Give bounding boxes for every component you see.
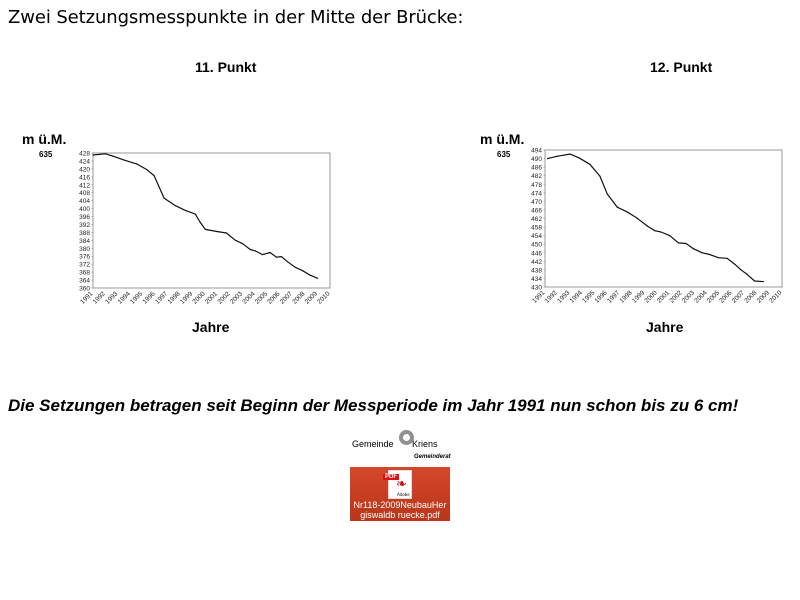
adobe-acrobat-icon: ❧ (396, 477, 407, 492)
chart-1-y-tick: 412 (79, 182, 90, 190)
chart-2-y-tick: 470 (531, 198, 542, 206)
chart-2-data-point (669, 235, 670, 236)
chart-1-y-tick: 428 (79, 150, 90, 158)
chart-2-frame (545, 150, 782, 287)
chart-1-y-tick: 360 (79, 285, 90, 293)
chart-2-y-tick: 454 (531, 233, 542, 241)
chart-1-y-tick: 388 (79, 229, 90, 237)
chart-2-y-tick: 490 (531, 156, 542, 164)
chart-2-data-point (685, 243, 686, 244)
chart-2-y-tick: 442 (531, 258, 542, 266)
chart-2-data-point (599, 176, 600, 177)
pdf-filename: Nr118-2009NeubauHergiswaldb ruecke.pdf (353, 500, 447, 520)
chart-1-x-tick: 2004 (241, 290, 257, 306)
chart-2-x-tick: 2005 (705, 289, 722, 305)
chart-2-data-point (547, 158, 548, 159)
chart-2-data-point (628, 212, 629, 213)
chart-2-x-tick: 2002 (668, 289, 684, 305)
chart-2-data-point (740, 269, 741, 270)
chart-2-y-tick: 474 (531, 190, 542, 198)
chart-1-x-tick: 1999 (179, 290, 195, 306)
chart-2-x-tick: 1994 (568, 289, 584, 305)
chart-2-data-point (557, 156, 558, 157)
chart-2-data-point (702, 252, 703, 253)
chart-2-y-tick: 466 (531, 207, 542, 215)
chart-2-y-tick: 462 (531, 216, 542, 223)
chart-1-y-tick: 392 (79, 221, 90, 229)
chart-1-x-tick: 2001 (203, 290, 220, 306)
chart-2-data-point (727, 258, 728, 259)
chart-1-x-tick: 2007 (278, 290, 294, 306)
chart-1-x-tick: 2009 (303, 290, 319, 306)
chart-1-y-tick: 368 (79, 269, 90, 277)
chart-2-y-tick: 478 (531, 181, 542, 189)
chart-2-data-point (647, 225, 648, 226)
chart-1-x-tick: 1996 (141, 290, 157, 306)
chart-2-y-tick: 446 (531, 250, 542, 258)
chart-1-y-tick: 416 (79, 174, 90, 182)
chart-1-y-tick: 424 (79, 158, 90, 166)
chart-2-x-tick: 2004 (693, 289, 709, 305)
chart-1-x-tick: 2000 (191, 290, 207, 306)
chart-2-data-point (754, 280, 755, 281)
chart-1-y-tick: 384 (79, 237, 90, 245)
chart-2-y-tick: 450 (531, 241, 542, 249)
chart-2-data-point (660, 231, 661, 232)
chart-1-y-tick: 380 (79, 245, 90, 253)
chart-2-x-tick: 2003 (680, 289, 697, 305)
chart-2-data-point (578, 157, 579, 158)
chart-2-x-tick: 1997 (606, 289, 622, 305)
chart-1-y-tick: 372 (79, 261, 90, 269)
logo-word-kriens: Kriens (412, 439, 438, 449)
chart-1-x-tick: 2008 (291, 290, 307, 306)
chart-2-y-tick: 434 (531, 275, 542, 283)
chart-1-y-tick: 420 (79, 166, 90, 174)
chart-1-x-tick: 1991 (79, 290, 95, 306)
chart-2-data-point (747, 274, 748, 275)
chart-2-data-point (569, 154, 570, 155)
chart-2-data-point (617, 207, 618, 208)
logo-subtitle: Gemeinderat (414, 454, 451, 460)
chart-1-x-tick: 2002 (216, 290, 232, 306)
chart-2-title: 12. Punkt (650, 59, 713, 75)
chart-1-x-label: Jahre (192, 319, 230, 335)
pdf-file-icon (385, 470, 412, 499)
chart-1-x-tick: 1993 (104, 290, 120, 306)
chart-2-data-point (678, 242, 679, 243)
chart-2-x-tick: 1996 (593, 289, 609, 305)
chart-2-data-point (763, 281, 764, 282)
chart-2-data-point (589, 164, 590, 165)
conclusion-text: Die Setzungen betragen seit Beginn der Messperiode im Jahr 1991 nun schon bis zu 6 cm! (8, 396, 739, 415)
chart-1-y-tick: 364 (79, 277, 90, 285)
chart-2-x-tick: 1991 (531, 289, 547, 305)
chart-2-x-tick: 2009 (755, 289, 771, 305)
chart-2-data-point (693, 248, 694, 249)
chart-2-series-line (548, 154, 764, 282)
chart-2-x-tick: 1998 (618, 289, 634, 305)
chart-2-x-label: Jahre (646, 319, 684, 335)
pdf-attachment[interactable] (350, 467, 450, 521)
chart-1-y-tick: 404 (79, 198, 90, 206)
chart-2-data-point (637, 218, 638, 219)
chart-1-x-tick: 1994 (116, 290, 132, 306)
chart-2-y-tick: 430 (531, 284, 542, 292)
chart-2-y-unit: m ü.M. (480, 131, 525, 147)
chart-2-data-point (654, 230, 655, 231)
chart-1-y-tick: 376 (79, 253, 90, 261)
chart-2-x-tick: 2007 (730, 289, 746, 305)
chart-2-x-tick: 2006 (718, 289, 734, 305)
chart-1-title: 11. Punkt (195, 59, 257, 75)
logo-word-gemeinde: Gemeinde (352, 439, 394, 449)
chart-2-y-tick: 494 (531, 147, 542, 155)
chart-1-y-unit: m ü.M. (22, 131, 67, 147)
chart-2-x-tick: 1993 (556, 289, 572, 305)
chart-1-x-tick: 2006 (266, 290, 282, 306)
chart-1-x-tick: 1995 (129, 290, 145, 306)
chart-1-y-reference: 635 (39, 150, 53, 159)
chart-2-data-point (607, 194, 608, 195)
chart-1-x-tick: 1998 (166, 290, 182, 306)
chart-2-data-point (718, 257, 719, 258)
chart-2-x-tick: 1992 (543, 289, 559, 305)
chart-2-x-tick: 2010 (768, 289, 784, 305)
chart-2-data-point (709, 254, 710, 255)
chart-2-x-tick: 2008 (743, 289, 759, 305)
page-heading: Zwei Setzungsmesspunkte in der Mitte der Brücke: (8, 7, 464, 28)
chart-2-x-tick: 1999 (631, 289, 647, 305)
chart-2-y-tick: 482 (531, 173, 542, 181)
chart-2-x-tick: 2001 (655, 289, 672, 305)
chart-2-y-reference: 635 (497, 150, 511, 159)
chart-2-y-tick: 458 (531, 224, 542, 232)
chart-2-data-point (734, 264, 735, 265)
chart-1-x-tick: 1997 (154, 290, 170, 306)
chart-2-x-tick: 1995 (581, 289, 597, 305)
adobe-brand-label: Adobe (397, 492, 410, 497)
chart-1-y-tick: 408 (79, 190, 90, 198)
chart-1-x-tick: 2010 (316, 290, 332, 306)
chart-2-x-tick: 2000 (643, 289, 659, 305)
chart-1-x-tick: 1992 (91, 290, 107, 306)
chart-1-x-tick: 2005 (253, 290, 270, 306)
kriens-logo (350, 426, 450, 466)
chart-2-y-tick: 438 (531, 267, 542, 275)
chart-2-y-tick: 486 (531, 164, 542, 172)
pdf-badge: PDF (385, 474, 397, 480)
chart-1-x-tick: 2003 (228, 290, 245, 306)
chart-1-y-tick: 400 (79, 206, 90, 214)
chart-1-y-tick: 396 (79, 214, 90, 222)
